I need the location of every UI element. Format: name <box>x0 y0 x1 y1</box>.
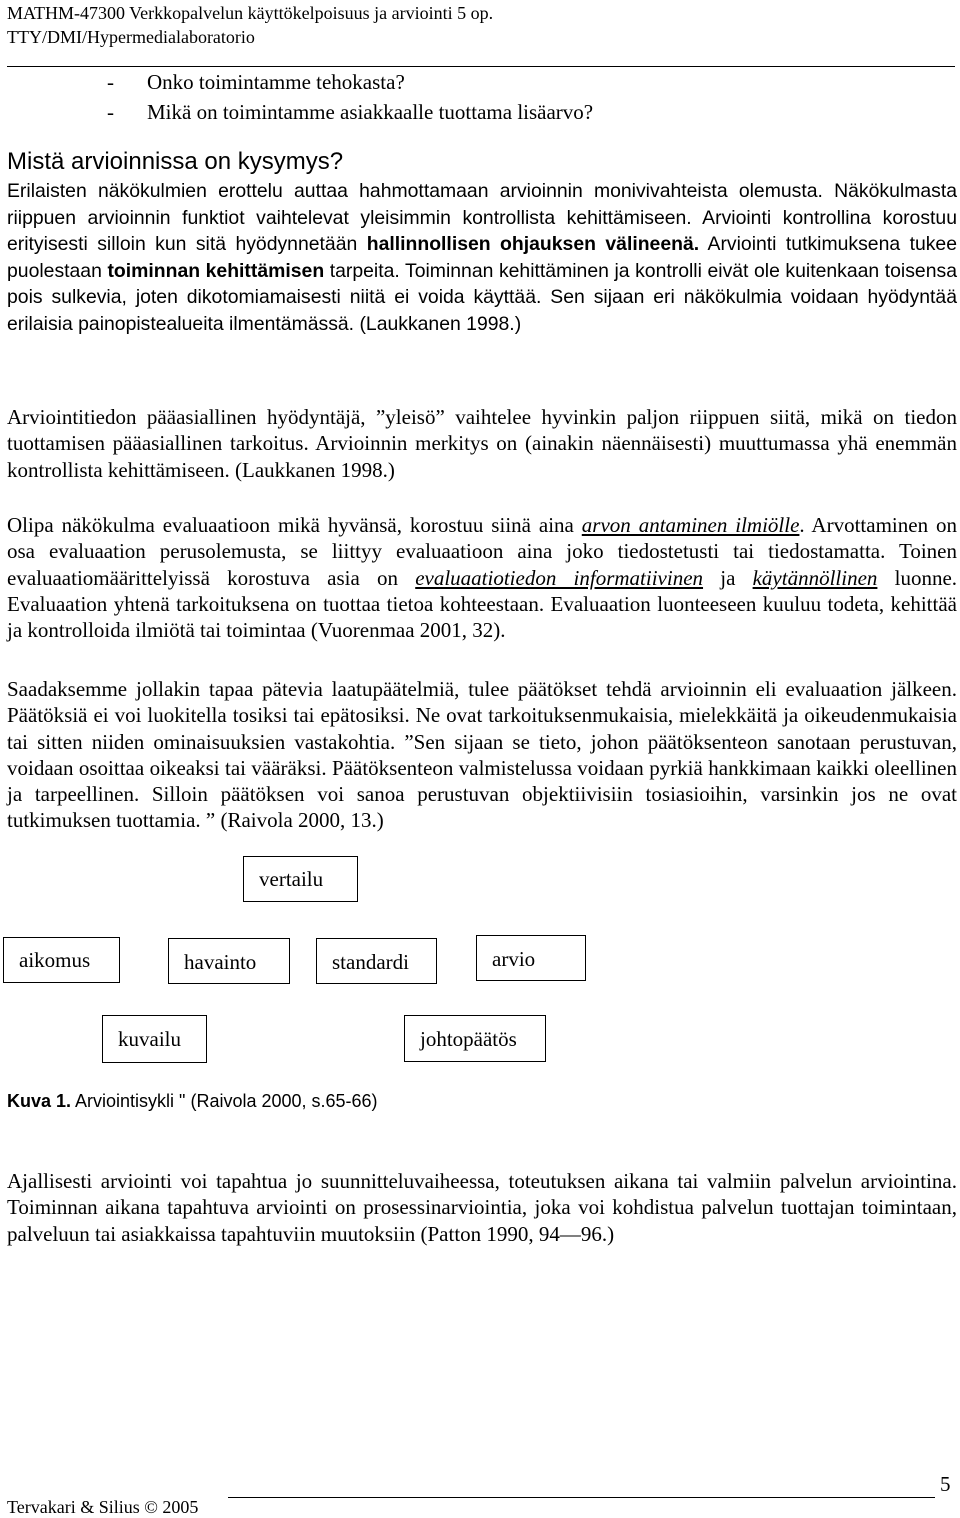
emphasis-italic: käytännöllinen <box>752 565 878 590</box>
header-rule <box>7 66 955 67</box>
paragraph-text: Arviointi tutkimuksena tukee puolestaan <box>7 233 958 282</box>
diagram-box-kuvailu: kuvailu <box>102 1015 207 1063</box>
paragraph-text: Olipa näkökulma evaluaatioon mikä hyvänsä, korostuu siinä aina <box>7 513 582 537</box>
bullet-text: Onko toimintamme tehokasta? <box>147 70 405 94</box>
footer-rule <box>228 1497 935 1498</box>
page-number: 5 <box>940 1472 951 1496</box>
diagram-box-havainto: havainto <box>168 938 290 984</box>
section-heading: Mistä arvioinnissa on kysymys? <box>7 148 344 175</box>
diagram-box-standardi: standardi <box>316 938 437 984</box>
diagram-box-aikomus: aikomus <box>3 937 120 983</box>
paragraph-text: ja <box>703 565 753 590</box>
bullet-item <box>107 70 405 95</box>
paragraph-text: Toiminnan kehittäminen ja kontrolli eivät ole kuitenkaan toisensa pois sulkevia, joten dikotomiamaisesti niitä ei voida käyttää. Sen sijaan eri näkökulmia voidaan hyödyntää erilaisia painopistealueita ilmentämässä. (Laukkanen 1998.) <box>7 259 957 335</box>
paragraph-text: tarpeita. <box>324 259 400 282</box>
bullet-dash: - <box>107 70 114 94</box>
paragraph-control-development <box>7 178 957 337</box>
paragraph-value-giving <box>7 512 957 643</box>
diagram-box-johtopaatos: johtopäätös <box>404 1015 546 1062</box>
diagram-box-arvio: arvio <box>476 935 586 981</box>
doc-header-lab: TTY/DMI/Hypermedialaboratorio <box>7 27 255 47</box>
bullet-text: Mikä on toimintamme asiakkaalle tuottama lisäarvo? <box>147 100 594 124</box>
emphasis-italic: evaluaatiotiedon informatiivinen <box>415 565 704 590</box>
emphasis-italic: arvon antaminen ilmiölle <box>581 513 800 537</box>
doc-header-course: MATHM-47300 Verkkopalvelun käyttökelpoisuus ja arviointi 5 op. <box>7 3 494 23</box>
bullet-dash: - <box>107 100 114 124</box>
caption-text: Arviointisykli " (Raivola 2000, s.65-66) <box>71 1091 378 1111</box>
diagram-box-vertailu: vertailu <box>243 856 358 902</box>
paragraph-audience: Arviointitiedon pääasiallinen hyödyntäjä, ”yleisö” vaihtelee hyvinkin paljon riippuen siitä, mikä on tiedon tuottamisen pääasiallinen tarkoitus. Arvioinnin merkitys on (ainakin näennäisesti) muuttumassa yhä enemmän kontrollista kehittämiseen. (Laukkanen 1998.) <box>7 405 957 482</box>
paragraph-decisions: Saadaksemme jollakin tapaa pätevia laatupäätelmiä, tulee päätökset tehdä arvioinnin eli evaluaation jälkeen. Päätöksiä ei voi luokitella tosiksi tai epätosiksi. Ne ovat tarkoituksenmukaisia, mielekkäitä ja oikeudenmukaisia tai sitten niiden ominaisuuksien vastakohtia. ”Sen sijaan se tieto, johon päätöksenteon sanotaan perustuvan, voidaan osoittaa oikeaksi tai vääräksi. Päätöksenteon valmistelussa voidaan pyrkiä hankkimaan kaikki oleellinen ja tarpeellinen. Silloin päätöksen voi sanoa perustuvan objektiivisiin tosiasioihin, varsinkin jos ne ovat tutkimuksen tuottamia. ” (Raivola 2000, 13.) <box>7 677 957 833</box>
paragraph-text: . Arvottaminen on osa evaluaation perusolemusta, se liittyy evaluaatioon aina joko tiedostetusti tai tiedostamatta. Toinen evaluaatiomäärittelyissä korostuva asia on <box>7 513 957 590</box>
figure-caption <box>7 1090 378 1112</box>
emphasis-bold: hallinnollisen ohjauksen välineenä. <box>366 233 700 255</box>
paragraph-text: luonne. Evaluaation yhtenä tarkoituksena on tuottaa tietoa kohteestaan. Evaluaation luonteeseen kuuluu todeta, kehittää ja kontrolloida ilmiötä tai toimintaa (Vuorenmaa 2001, 32). <box>7 565 958 643</box>
paragraph-timing: Ajallisesti arviointi voi tapahtua jo suunnitteluvaiheessa, toteutuksen aikana tai valmiin palvelun arviointina. Toiminnan aikana tapahtuva arviointi on prosessinarviointia, joka voi kohdistua palvelun tuottajan toimintaan, palveluun tai asiakkaissa tapahtuviin muutoksiin (Patton 1990, 94—96.) <box>7 1169 957 1246</box>
paragraph-text: Erilaisten näkökulmien erottelu auttaa hahmottamaan arvioinnin monivivahteista olemusta. Näkökulmasta riippuen arvioinnin funktiot vaihtelevat yleisimmin kontrollista kehittämiseen. Arviointi kontrollina korostuu erityisesti silloin kun sitä hyödynnetään <box>7 180 957 255</box>
emphasis-bold: toiminnan kehittämisen <box>107 259 325 282</box>
bullet-item <box>107 100 593 125</box>
caption-label: Kuva 1. <box>7 1091 72 1111</box>
footer-authors: Tervakari & Silius © 2005 <box>7 1497 199 1517</box>
